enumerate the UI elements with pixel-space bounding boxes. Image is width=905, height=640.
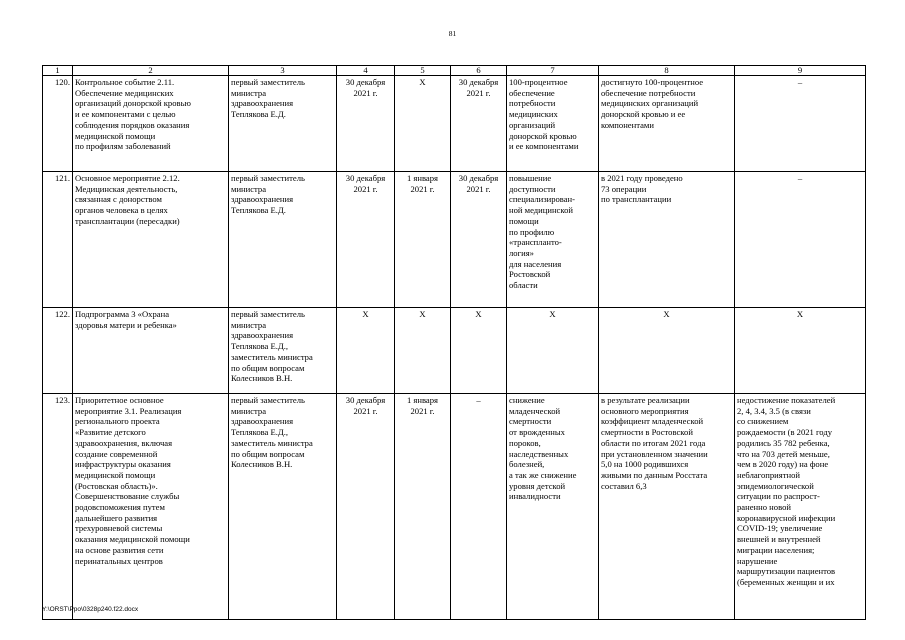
program-report-table — [42, 65, 866, 620]
problems-note: недостижение показателей 2, 4, 3.4, 3.5 (в связи со снижением рождаемости (в 2021 году родились 35 782 ребенка, что на 703 детей меньше, чем в 2020 году) на фоне неблагоприятной эпидемиологической ситуации по распрост- раненно новой коронавирусной инфекции COVID-19; увеличение внешней и внутренней миграции населения; нарушение маршрутизации пациентов (беременных женщин и их — [735, 394, 866, 620]
event-name: Подпрограмма 3 «Охрана здоровья матери и ребенка» — [73, 308, 229, 394]
problems-note: Х — [735, 308, 866, 394]
actual-start-date: Х — [395, 76, 451, 172]
event-name: Основное мероприятие 2.12. Медицинская деятельность, связанная с донорством органов человека в целях трансплантации (пересадки) — [73, 172, 229, 308]
column-header: 6 — [451, 66, 507, 76]
responsible-person: первый заместитель министра здравоохранения Теплякова Е.Д. — [229, 76, 337, 172]
plan-start-date: Х — [337, 308, 395, 394]
table-row — [43, 308, 866, 394]
problems-note: – — [735, 172, 866, 308]
responsible-person: первый заместитель министра здравоохранения Теплякова Е.Д., заместитель министра по общим вопросам Колесников В.Н. — [229, 308, 337, 394]
column-header: 7 — [507, 66, 599, 76]
responsible-person: первый заместитель министра здравоохранения Теплякова Е.Д., заместитель министра по общим вопросам Колесников В.Н. — [229, 394, 337, 620]
planned-result: снижение младенческой смертности от врожденных пороков, наследственных болезней, а так же снижение уровня детской инвалидности — [507, 394, 599, 620]
plan-end-date: 30 декабря 2021 г. — [451, 76, 507, 172]
actual-start-date: 1 января 2021 г. — [395, 394, 451, 620]
plan-end-date: Х — [451, 308, 507, 394]
actual-result: достигнуто 100-процентное обеспечение потребности медицинских организаций донорской кровью и ее компонентами — [599, 76, 735, 172]
column-header: 8 — [599, 66, 735, 76]
column-header: 2 — [73, 66, 229, 76]
row-number: 123. — [43, 394, 73, 620]
document-file-path: Y:\ORST\Ppo\0328p240.f22.docx — [42, 606, 139, 613]
actual-result: Х — [599, 308, 735, 394]
event-name: Контрольное событие 2.11. Обеспечение медицинских организаций донорской кровью и ее компонентами с целью соблюдения порядков оказания медицинской помощи по профилям заболеваний — [73, 76, 229, 172]
table-row — [43, 172, 866, 308]
plan-start-date: 30 декабря 2021 г. — [337, 394, 395, 620]
table-row — [43, 76, 866, 172]
column-header: 3 — [229, 66, 337, 76]
row-number: 121. — [43, 172, 73, 308]
actual-result: в результате реализации основного мероприятия коэффициент младенческой смертности в Ростовской области по итогам 2021 года при установленном значении 5,0 на 1000 родившихся живыми по данным Росстата составил 6,3 — [599, 394, 735, 620]
planned-result: повышение доступности специализирован- ной медицинской помощи по профилю «транспланто- логия» для населения Ростовской области — [507, 172, 599, 308]
plan-end-date: – — [451, 394, 507, 620]
page-number: 81 — [448, 29, 457, 38]
column-header: 1 — [43, 66, 73, 76]
row-number: 120. — [43, 76, 73, 172]
actual-start-date: 1 января 2021 г. — [395, 172, 451, 308]
column-header: 9 — [735, 66, 866, 76]
plan-end-date: 30 декабря 2021 г. — [451, 172, 507, 308]
planned-result: 100-процентное обеспечение потребности медицинских организаций донорской кровью и ее компонентами — [507, 76, 599, 172]
row-number: 122. — [43, 308, 73, 394]
column-header: 4 — [337, 66, 395, 76]
responsible-person: первый заместитель министра здравоохранения Теплякова Е.Д. — [229, 172, 337, 308]
problems-note: – — [735, 76, 866, 172]
column-header: 5 — [395, 66, 451, 76]
column-numbers-row — [43, 66, 866, 76]
event-name: Приоритетное основное мероприятие 3.1. Реализация регионального проекта «Развитие детского здравоохранения, включая создание современной инфраструктуры оказания медицинской помощи (Ростовская область)». Совершенствование службы родовспоможения путем дальнейшего развития трехуровневой системы оказания медицинской помощи на основе развития сети перинатальных центров — [73, 394, 229, 620]
actual-result: в 2021 году проведено 73 операции по трансплантации — [599, 172, 735, 308]
table-row — [43, 394, 866, 620]
plan-start-date: 30 декабря 2021 г. — [337, 172, 395, 308]
planned-result: Х — [507, 308, 599, 394]
plan-start-date: 30 декабря 2021 г. — [337, 76, 395, 172]
actual-start-date: Х — [395, 308, 451, 394]
